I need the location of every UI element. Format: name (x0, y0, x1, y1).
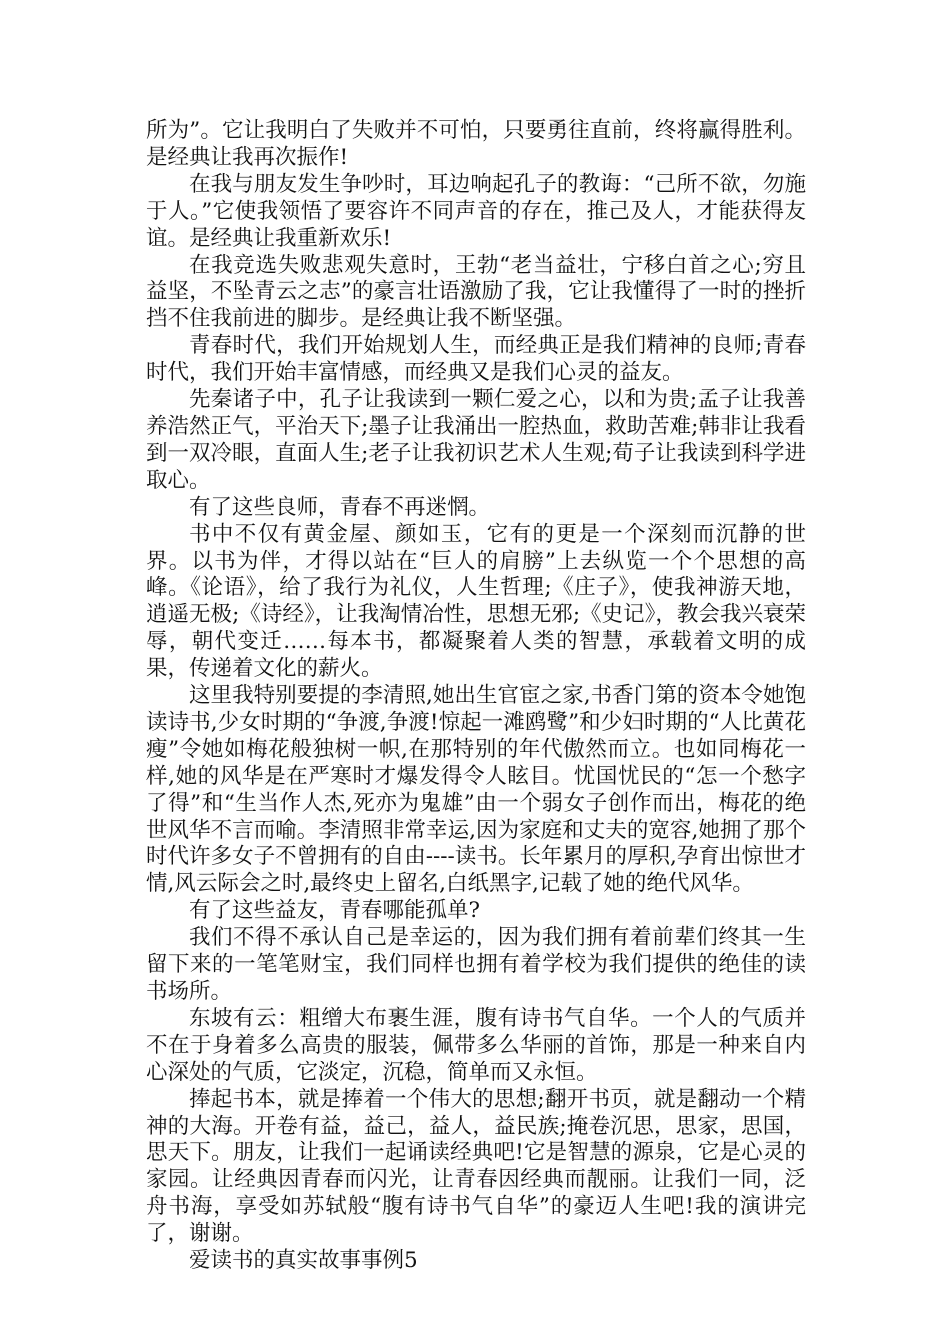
paragraph-dongpo: 东坡有云：粗缯大布裹生涯，腹有诗书气自华。一个人的气质并不在于身着多么高贵的服装，佩带多么华丽的首饰，那是一种来自内心深处的气质，它淡定，沉稳，简单而又永恒。 (146, 1005, 806, 1085)
paragraph-books-world: 书中不仅有黄金屋、颜如玉，它有的更是一个深刻而沉静的世界。以书为伴，才得以站在“巨人的肩膀”上去纵览一个个思想的高峰。《论语》，给了我行为礼仪，人生哲理;《庄子》，使我神游天地，逍遥无极;《诗经》，让我淘情冶性，思想无邪;《史记》，教会我兴衰荣辱，朝代变迁……每本书，都凝聚着人类的智慧，承载着文明的成果，传递着文化的薪火。 (146, 521, 806, 682)
paragraph-conclusion: 捧起书本，就是捧着一个伟大的思想;翻开书页，就是翻动一个精神的大海。开卷有益，益己，益人，益民族;掩卷沉思，思家，思国，思天下。朋友，让我们一起诵读经典吧!它是智慧的源泉，它是心灵的家园。让经典因青春而闪光，让青春因经典而靓丽。让我们一同，泛舟书海，享受如苏轼般“腹有诗书气自华”的豪迈人生吧!我的演讲完了，谢谢。 (146, 1086, 806, 1247)
paragraph-li-qingzhao: 这里我特别要提的李清照,她出生官宦之家,书香门第的资本令她饱读诗书,少女时期的“争渡,争渡!惊起一滩鸥鹭”和少妇时期的“人比黄花瘦”令她如梅花般独树一帜,在那特别的年代傲然而立。也如同梅花一样,她的风华是在严寒时才爆发得令人眩目。忧国忧民的“怎一个愁字了得”和“生当作人杰,死亦为鬼雄”由一个弱女子创作而出，梅花的绝世风华不言而喻。李清照非常幸运,因为家庭和丈夫的宽容,她拥了那个时代许多女子不曾拥有的自由----读书。长年累月的厚积,孕育出惊世才情,风云际会之时,最终史上留名,白纸黑字,记载了她的绝代风华。 (146, 683, 806, 897)
document-page (146, 118, 806, 1275)
paragraph-philosophers: 先秦诸子中，孔子让我读到一颗仁爱之心，以和为贵;孟子让我善养浩然正气，平治天下;墨子让我涌出一腔热血，救助苦难;韩非让我看到一双冷眼，直面人生;老子让我初识艺术人生观;荀子让我读到科学进取心。 (146, 387, 806, 493)
paragraph-fortunate: 我们不得不承认自己是幸运的，因为我们拥有着前辈们终其一生留下来的一笔笔财宝，我们同样也拥有着学校为我们提供的绝佳的读书场所。 (146, 925, 806, 1004)
paragraph-friends: 有了这些益友，青春哪能孤单? (189, 898, 481, 924)
paragraph-mentors: 有了这些良师，青春不再迷惘。 (189, 494, 491, 520)
paragraph-youth: 青春时代，我们开始规划人生，而经典正是我们精神的良师;青春时代，我们开始丰富情感，而经典又是我们心灵的益友。 (146, 333, 806, 386)
paragraph-continuation: 所为”。它让我明白了失败并不可怕，只要勇往直前，终将赢得胜利。是经典让我再次振作! (146, 118, 806, 170)
paragraph-election: 在我竞选失败悲观失意时，王勃“老当益壮，宁移白首之心;穷且益坚，不坠青云之志”的豪言壮语激励了我，它让我懂得了一时的挫折挡不住我前进的脚步。是经典让我不断坚强。 (146, 252, 806, 332)
section-heading: 爱读书的真实故事事例5 (189, 1248, 418, 1274)
paragraph-quarrel: 在我与朋友发生争吵时，耳边响起孔子的教诲：“己所不欲，勿施于人。”它使我领悟了要容许不同声音的存在，推己及人，才能获得友谊。是经典让我重新欢乐! (146, 171, 806, 251)
